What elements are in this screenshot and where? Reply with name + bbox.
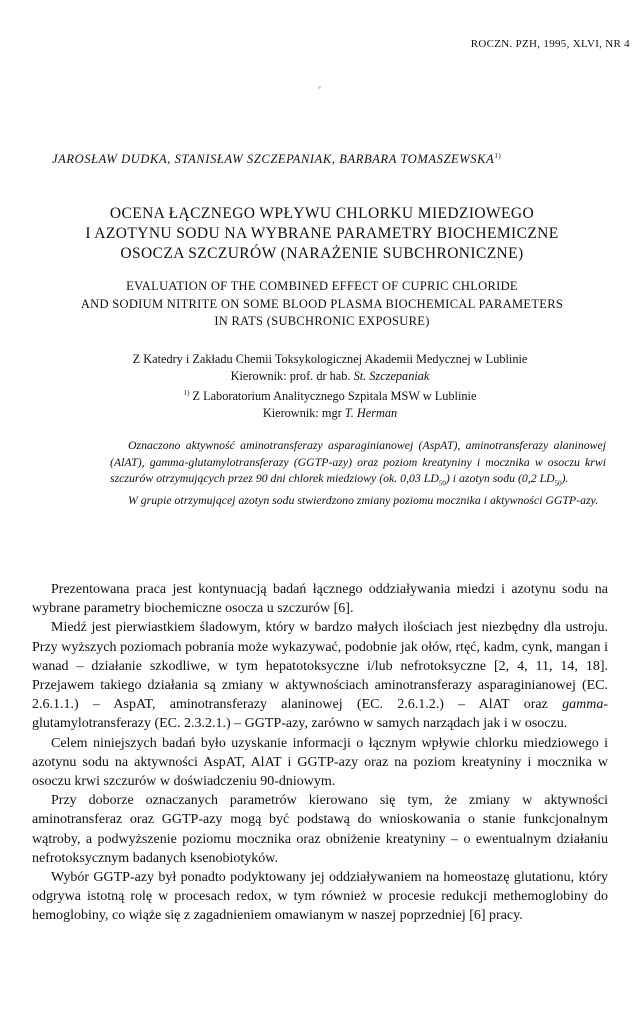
subscript: 50 bbox=[438, 479, 446, 488]
author-footnote-marker: 1) bbox=[494, 152, 502, 160]
lab-name: Z Laboratorium Analitycznego Szpitala MSW w Lublinie bbox=[189, 389, 477, 404]
abstract-paragraph: W grupie otrzymującej azotyn sodu stwierdzono zmiany poziomu mocznika i aktywności GGTP-azy. bbox=[128, 493, 599, 508]
title-english-line: EVALUATION OF THE COMBINED EFFECT OF CUPRIC CHLORIDE bbox=[126, 279, 518, 293]
laboratory bbox=[60, 385, 600, 405]
body-italic-run: gamma bbox=[562, 697, 604, 713]
scan-speck bbox=[318, 86, 321, 89]
body-text-run: Miedź jest pierwiastkiem śladowym, który w bardzo małych ilościach jest niezbędny dla ustroju. Przy wyższych poziomach pobrania może wykazywać, podobnie jak ołów, rtęć, kadm, cynk, mangan i wanad – działanie szkodliwe, w tym hepatotoksyczne i/lub nefrotoksyczne [2, 4, 11, 14, 18]. Przejawem takiego działania są zmiany w aktywnościach aminotransferazy asparaginianowej (EC. 2.6.1.1.) – AspAT, aminotransferazy alaninowej (EC. 2.6.1.2.) – AlAT oraz bbox=[32, 620, 608, 713]
body-paragraph: Wybór GGTP-azy był ponadto podyktowany jej oddziaływaniem na homeostazę glutationu, który odgrywa istotną rolę w procesach redox, w tym również w procesie redukcji methemoglobiny do hemoglobiny, co wiąże się z zagadnieniem omawianym w naszej poprzedniej [6] pracy. bbox=[32, 870, 608, 924]
body-text bbox=[32, 580, 608, 926]
abstract-text: ) i azotyn sodu (0,2 LD bbox=[445, 471, 555, 486]
title-polish-line: OSOCZA SZCZURÓW (NARAŻENIE SUBCHRONICZNE) bbox=[120, 245, 524, 262]
abstract bbox=[110, 437, 606, 509]
body-paragraph: Prezentowana praca jest kontynuacją badań łącznego oddziaływania miedzi i azotynu sodu na wybrane parametry biochemiczne osocza u szczurów [6]. bbox=[32, 582, 608, 617]
lab-footnote-marker: 1) bbox=[183, 389, 190, 397]
title-polish-line: OCENA ŁĄCZNEGO WPŁYWU CHLORKU MIEDZIOWEGO bbox=[109, 205, 535, 222]
head-name: St. Szczepaniak bbox=[353, 369, 430, 383]
body-paragraph: Przy doborze oznaczanych parametrów kierowano się tym, że zmiany w aktywności aminotransferaz oraz GGTP-azy mogą być podstawą do wnioskowania o stanie funkcjonalnym wątroby, a podwyższenie poziomu mocznika oraz obniżenie kreatyniny – o ewentualnym działaniu nefrotoksycznym badanych ksenobiotyków. bbox=[32, 793, 608, 866]
body-paragraph: Celem niniejszych badań było uzyskanie informacji o łącznym wpływie chlorku miedziowego i azotynu sodu na aktywności AspAT, AlAT i GGTP-azy oraz na poziom kreatyniny i mocznika w osoczu krwi szczurów w doświadczeniu 90-dniowym. bbox=[32, 735, 608, 790]
affiliations bbox=[60, 351, 600, 422]
author-line bbox=[52, 152, 612, 167]
abstract-text: ). bbox=[561, 471, 569, 486]
title-polish bbox=[30, 204, 614, 264]
body-text-run: -glutamylotransferazy (EC. 2.3.2.1.) – GGTP-azy, zarówno w samych narządach jak i w osoczu. bbox=[32, 697, 608, 732]
body-paragraph bbox=[32, 618, 608, 733]
author-names: JAROSŁAW DUDKA, STANISŁAW SZCZEPANIAK, BARBARA TOMASZEWSKA bbox=[52, 152, 495, 167]
department: Z Katedry i Zakładu Chemii Toksykologicznej Akademii Medycznej w Lublinie bbox=[132, 352, 528, 366]
journal-header: ROCZN. PZH, 1995, XLVI, NR 4 bbox=[470, 38, 630, 50]
head-name: T. Herman bbox=[344, 406, 398, 421]
laboratory-head bbox=[60, 405, 600, 422]
title-english-line: AND SODIUM NITRITE ON SOME BLOOD PLASMA BIOCHEMICAL PARAMETERS bbox=[80, 296, 564, 311]
subscript: 50 bbox=[554, 479, 562, 488]
head-label: Kierownik: mgr bbox=[262, 406, 345, 421]
head-label: Kierownik: prof. dr hab. bbox=[230, 369, 354, 383]
title-polish-line: I AZOTYNU SODU NA WYBRANE PARAMETRY BIOCHEMICZNE bbox=[85, 225, 559, 242]
abstract-text: Oznaczono aktywność aminotransferazy asparaginianowej (AspAT), aminotransferazy alaninowej (AlAT), gamma-glutamylotransferazy (GGTP-azy) oraz poziom kreatyniny i mocznika w osoczu krwi szczurów otrzymujących przez 90 dni chlorek miedziowy (ok. 0,03 LD bbox=[110, 438, 606, 486]
title-english-line: IN RATS (SUBCHRONIC EXPOSURE) bbox=[214, 314, 430, 328]
title-english bbox=[30, 278, 614, 331]
department-head bbox=[60, 368, 600, 385]
abstract-paragraph bbox=[110, 437, 606, 492]
